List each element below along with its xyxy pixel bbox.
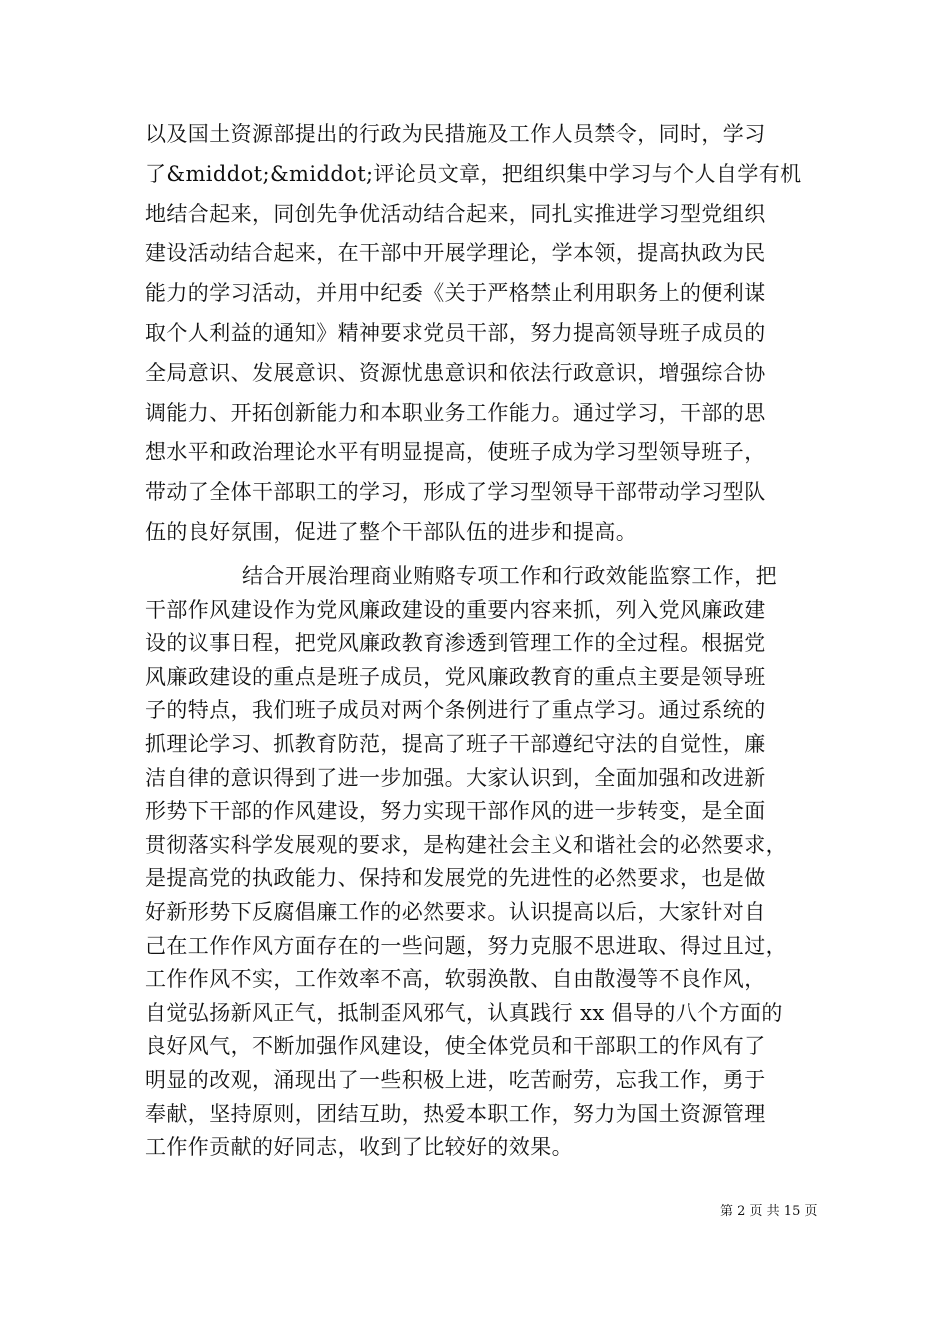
text-line: 伍的良好氛围，促进了整个干部队伍的进步和提高。	[145, 520, 638, 544]
text-line: 以及国土资源部提出的行政为民措施及工作人员禁令，同时，学习	[145, 122, 766, 146]
text-line: 带动了全体干部职工的学习，形成了学习型领导干部带动学习型队	[145, 480, 766, 505]
text-line: 调能力、开拓创新能力和本职业务工作能力。通过学习，干部的思	[145, 400, 766, 425]
text-line: 建设活动结合起来，在干部中开展学理论，学本领，提高执政为民	[145, 241, 766, 266]
text-line: 贯彻落实科学发展观的要求，是构建社会主义和谐社会的必然要求，	[145, 832, 787, 857]
text-line: 抓理论学习、抓教育防范，提高了班子干部遵纪守法的自觉性，廉	[145, 732, 766, 756]
text-line: 奉献，坚持原则，团结互助，热爱本职工作，努力为国土资源管理	[145, 1101, 766, 1126]
text-line: 风廉政建设的重点是班子成员，党风廉政教育的重点主要是领导班	[145, 664, 766, 689]
text-line: 洁自律的意识得到了进一步加强。大家认识到，全面加强和改进新	[145, 765, 766, 790]
text-line: 设的议事日程，把党风廉政教育渗透到管理工作的全过程。根据党	[145, 631, 766, 656]
text-line: 取个人利益的通知》精神要求党员干部，努力提高领导班子成员的	[145, 321, 766, 345]
text-line: 想水平和政治理论水平有明显提高，使班子成为学习型领导班子，	[145, 440, 766, 465]
text-line: 是提高党的执政能力、保持和发展党的先进性的必然要求，也是做	[145, 866, 766, 891]
text-line: 工作作贡献的好同志，收到了比较好的效果。	[145, 1135, 573, 1160]
text-line: 能力的学习活动，并用中纪委《关于严格禁止利用职务上的便利谋	[145, 281, 766, 306]
text-line: 工作作风不实，工作效率不高，软弱涣散、自由散漫等不良作风，	[145, 967, 766, 992]
text-line: 结合开展治理商业贿赂专项工作和行政效能监察工作，把	[242, 564, 777, 588]
text-line: 地结合起来，同创先争优活动结合起来，同扎实推进学习型党组织	[145, 201, 766, 226]
text-line: 明显的改观，涌现出了一些积极上进，吃苦耐劳，忘我工作，勇于	[145, 1068, 766, 1092]
text-line: 子的特点，我们班子成员对两个条例进行了重点学习。通过系统的	[145, 698, 766, 723]
page-number: 第 2 页 共 15 页	[720, 1204, 818, 1219]
text-line: 了&middot;&middot;评论员文章，把组织集中学习与个人自学有机	[145, 161, 802, 186]
text-line: 好新形势下反腐倡廉工作的必然要求。认识提高以后，大家针对自	[145, 900, 766, 924]
text-line: 干部作风建设作为党风廉政建设的重要内容来抓，列入党风廉政建	[145, 597, 766, 622]
text-line: 形势下干部的作风建设，努力实现干部作风的进一步转变，是全面	[145, 799, 766, 824]
text-line: 良好风气，不断加强作风建设，使全体党员和干部职工的作风有了	[145, 1034, 766, 1059]
text-line: 己在工作作风方面存在的一些问题，努力克服不思进取、得过且过，	[145, 933, 787, 958]
text-line: 自觉弘扬新风正气，抵制歪风邪气，认真践行 xx 倡导的八个方面的	[145, 1000, 783, 1025]
text-line: 全局意识、发展意识、资源忧患意识和依法行政意识，增强综合协	[145, 360, 766, 385]
